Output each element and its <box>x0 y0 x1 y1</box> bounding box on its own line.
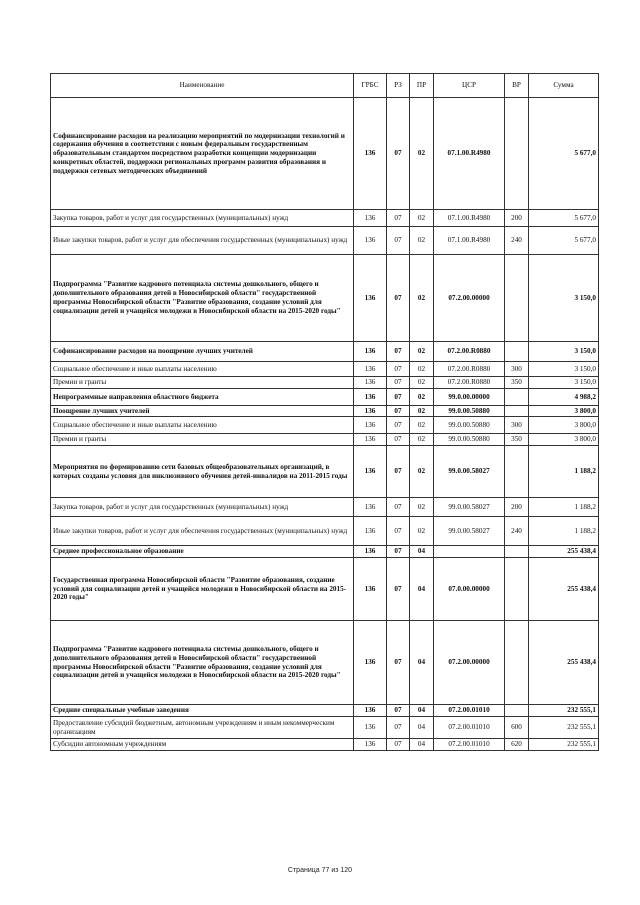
header-rz: РЗ <box>387 74 410 98</box>
row-csr-cell: 99.0.00.58027 <box>434 498 505 517</box>
table-row <box>51 417 599 434</box>
table-row <box>51 446 599 498</box>
row-pr-cell: 04 <box>410 739 434 751</box>
row-csr-cell: 07.1.00.R4980 <box>434 98 505 210</box>
row-pr-cell: 02 <box>410 389 434 406</box>
row-vr-cell: 620 <box>505 739 529 751</box>
row-grbs-cell: 136 <box>354 621 387 705</box>
row-rz-cell: 07 <box>387 342 410 362</box>
row-rz-cell: 07 <box>387 739 410 751</box>
row-rz-cell: 07 <box>387 498 410 517</box>
row-pr-cell: 02 <box>410 417 434 434</box>
row-vr-cell: 240 <box>505 227 529 255</box>
row-sum-cell: 255 438,4 <box>529 621 599 705</box>
row-name-cell: Премии и гранты <box>51 434 354 446</box>
row-rz-cell: 07 <box>387 446 410 498</box>
table-row <box>51 255 599 342</box>
row-csr-cell: 99.0.00.00000 <box>434 389 505 406</box>
row-pr-cell: 02 <box>410 342 434 362</box>
row-rz-cell: 07 <box>387 362 410 377</box>
row-grbs-cell: 136 <box>354 255 387 342</box>
row-rz-cell: 07 <box>387 417 410 434</box>
row-rz-cell: 07 <box>387 255 410 342</box>
row-name-cell: Государственная программа Новосибирской области "Развитие образования, создание условий для социализации детей и учащейся молодежи в Новосибирской области на 2015-2020 годы" <box>51 558 354 621</box>
table-body <box>51 98 599 751</box>
row-grbs-cell: 136 <box>354 705 387 717</box>
page-number: Страница 77 из 120 <box>287 867 353 874</box>
row-grbs-cell: 136 <box>354 362 387 377</box>
table-row <box>51 546 599 558</box>
row-sum-cell: 5 677,0 <box>529 98 599 210</box>
row-grbs-cell: 136 <box>354 342 387 362</box>
row-vr-cell <box>505 406 529 417</box>
row-pr-cell: 04 <box>410 558 434 621</box>
row-vr-cell <box>505 446 529 498</box>
row-name-cell: Софинансирование расходов на реализацию мероприятий по модернизации технологий и содержания обучения в соответствии с новым федеральным государственным образовательным стандартом посредством разработки концепции модернизации конкретных областей, поддержки региональных программ развития образования и поддержки сетевых методических объединений <box>51 98 354 210</box>
row-vr-cell <box>505 705 529 717</box>
table-row <box>51 210 599 227</box>
row-vr-cell <box>505 98 529 210</box>
row-pr-cell: 02 <box>410 255 434 342</box>
row-vr-cell: 350 <box>505 377 529 389</box>
row-csr-cell: 07.2.00.00000 <box>434 255 505 342</box>
header-row <box>51 74 599 98</box>
row-csr-cell: 07.1.00.R4980 <box>434 210 505 227</box>
table-row <box>51 342 599 362</box>
row-rz-cell: 07 <box>387 546 410 558</box>
row-pr-cell: 02 <box>410 362 434 377</box>
header-sum: Сумма <box>529 74 599 98</box>
row-sum-cell: 3 150,0 <box>529 377 599 389</box>
row-vr-cell: 240 <box>505 517 529 546</box>
row-csr-cell <box>434 546 505 558</box>
row-name-cell: Предоставление субсидий бюджетным, автономным учреждениям и иным некоммерческим организациям <box>51 717 354 739</box>
row-pr-cell: 04 <box>410 621 434 705</box>
row-rz-cell: 07 <box>387 434 410 446</box>
row-pr-cell: 02 <box>410 446 434 498</box>
row-vr-cell: 350 <box>505 434 529 446</box>
row-sum-cell: 3 150,0 <box>529 255 599 342</box>
row-pr-cell: 04 <box>410 546 434 558</box>
row-rz-cell: 07 <box>387 705 410 717</box>
row-sum-cell: 232 555,1 <box>529 739 599 751</box>
row-csr-cell: 07.2.00.R0880 <box>434 342 505 362</box>
row-name-cell: Средние специальные учебные заведения <box>51 705 354 717</box>
header-grbs: ГРБС <box>354 74 387 98</box>
row-csr-cell: 99.0.00.58027 <box>434 446 505 498</box>
row-pr-cell: 02 <box>410 517 434 546</box>
row-csr-cell: 07.2.00.R0880 <box>434 362 505 377</box>
row-name-cell: Подпрограмма "Развитие кадрового потенциала системы дошкольного, общего и дополнительного образования детей в Новосибирской области" государственной программы Новосибирской области "Развитие образования, создание условий для социализации детей и учащейся молодежи в Новосибирской области на 2015-2020 годы" <box>51 621 354 705</box>
row-sum-cell: 255 438,4 <box>529 546 599 558</box>
header-csr: ЦСР <box>434 74 505 98</box>
row-csr-cell: 99.0.00.58027 <box>434 517 505 546</box>
row-name-cell: Закупка товаров, работ и услуг для государственных (муниципальных) нужд <box>51 210 354 227</box>
row-sum-cell: 4 988,2 <box>529 389 599 406</box>
row-grbs-cell: 136 <box>354 389 387 406</box>
row-csr-cell: 07.2.00.01010 <box>434 717 505 739</box>
row-sum-cell: 1 188,2 <box>529 498 599 517</box>
row-name-cell: Подпрограмма "Развитие кадрового потенциала системы дошкольного, общего и дополнительного образования детей в Новосибирской области" государственной программы Новосибирской области "Развитие образования, создание условий для социализации детей и учащейся молодежи в Новосибирской области на 2015-2020 годы" <box>51 255 354 342</box>
row-rz-cell: 07 <box>387 517 410 546</box>
row-pr-cell: 04 <box>410 717 434 739</box>
row-sum-cell: 232 555,1 <box>529 717 599 739</box>
row-vr-cell <box>505 621 529 705</box>
table-row <box>51 98 599 210</box>
row-pr-cell: 02 <box>410 210 434 227</box>
row-sum-cell: 232 555,1 <box>529 705 599 717</box>
row-name-cell: Среднее профессиональное образование <box>51 546 354 558</box>
row-rz-cell: 07 <box>387 377 410 389</box>
row-pr-cell: 04 <box>410 705 434 717</box>
row-rz-cell: 07 <box>387 621 410 705</box>
row-sum-cell: 5 677,0 <box>529 210 599 227</box>
table-row <box>51 406 599 417</box>
row-rz-cell: 07 <box>387 717 410 739</box>
row-name-cell: Иные закупки товаров, работ и услуг для обеспечения государственных (муниципальных) нужд <box>51 517 354 546</box>
table-row <box>51 621 599 705</box>
table-row <box>51 227 599 255</box>
row-grbs-cell: 136 <box>354 98 387 210</box>
row-name-cell: Мероприятия по формированию сети базовых общеобразовательных организаций, в которых созданы условия для инклюзивного обучения детей-инвалидов на 2011-2015 годы <box>51 446 354 498</box>
row-grbs-cell: 136 <box>354 417 387 434</box>
table-row <box>51 517 599 546</box>
row-name-cell: Премии и гранты <box>51 377 354 389</box>
budget-table <box>50 73 599 751</box>
row-grbs-cell: 136 <box>354 558 387 621</box>
row-csr-cell: 07.1.00.R4980 <box>434 227 505 255</box>
row-csr-cell: 07.0.00.00000 <box>434 558 505 621</box>
row-name-cell: Закупка товаров, работ и услуг для государственных (муниципальных) нужд <box>51 498 354 517</box>
row-vr-cell <box>505 342 529 362</box>
row-grbs-cell: 136 <box>354 739 387 751</box>
row-pr-cell: 02 <box>410 434 434 446</box>
row-pr-cell: 02 <box>410 406 434 417</box>
row-name-cell: Иные закупки товаров, работ и услуг для обеспечения государственных (муниципальных) нужд <box>51 227 354 255</box>
table-row <box>51 705 599 717</box>
row-grbs-cell: 136 <box>354 446 387 498</box>
row-name-cell: Социальное обеспечение и иные выплаты населению <box>51 362 354 377</box>
row-sum-cell: 3 800,0 <box>529 417 599 434</box>
row-grbs-cell: 136 <box>354 517 387 546</box>
row-rz-cell: 07 <box>387 210 410 227</box>
row-grbs-cell: 136 <box>354 498 387 517</box>
table-row <box>51 717 599 739</box>
row-vr-cell <box>505 389 529 406</box>
row-sum-cell: 3 800,0 <box>529 434 599 446</box>
row-grbs-cell: 136 <box>354 210 387 227</box>
row-vr-cell <box>505 255 529 342</box>
row-name-cell: Социальное обеспечение и иные выплаты населению <box>51 417 354 434</box>
row-vr-cell: 200 <box>505 210 529 227</box>
row-csr-cell: 07.2.00.R0880 <box>434 377 505 389</box>
row-vr-cell: 200 <box>505 498 529 517</box>
row-pr-cell: 02 <box>410 498 434 517</box>
row-csr-cell: 07.2.00.01010 <box>434 705 505 717</box>
row-rz-cell: 07 <box>387 558 410 621</box>
header-name: Наименование <box>51 74 354 98</box>
row-csr-cell: 07.2.00.01010 <box>434 739 505 751</box>
row-sum-cell: 1 188,2 <box>529 446 599 498</box>
row-grbs-cell: 136 <box>354 227 387 255</box>
header-pr: ПР <box>410 74 434 98</box>
row-sum-cell: 5 677,0 <box>529 227 599 255</box>
row-grbs-cell: 136 <box>354 717 387 739</box>
row-vr-cell <box>505 546 529 558</box>
row-grbs-cell: 136 <box>354 406 387 417</box>
row-rz-cell: 07 <box>387 227 410 255</box>
table-row <box>51 377 599 389</box>
row-vr-cell: 600 <box>505 717 529 739</box>
row-pr-cell: 02 <box>410 377 434 389</box>
row-sum-cell: 3 150,0 <box>529 362 599 377</box>
row-sum-cell: 3 150,0 <box>529 342 599 362</box>
row-rz-cell: 07 <box>387 389 410 406</box>
table-row <box>51 389 599 406</box>
row-name-cell: Поощрение лучших учителей <box>51 406 354 417</box>
row-grbs-cell: 136 <box>354 434 387 446</box>
row-pr-cell: 02 <box>410 98 434 210</box>
header-vr: ВР <box>505 74 529 98</box>
row-csr-cell: 99.0.00.50880 <box>434 417 505 434</box>
row-sum-cell: 3 800,0 <box>529 406 599 417</box>
row-csr-cell: 07.2.00.00000 <box>434 621 505 705</box>
row-name-cell: Субсидии автономным учреждениям <box>51 739 354 751</box>
row-csr-cell: 99.0.00.50880 <box>434 406 505 417</box>
row-name-cell: Непрограммные направления областного бюджета <box>51 389 354 406</box>
table-row <box>51 434 599 446</box>
row-rz-cell: 07 <box>387 98 410 210</box>
row-vr-cell: 300 <box>505 362 529 377</box>
table-row <box>51 558 599 621</box>
row-vr-cell: 300 <box>505 417 529 434</box>
row-pr-cell: 02 <box>410 227 434 255</box>
row-name-cell: Софинансирование расходов на поощрение лучших учителей <box>51 342 354 362</box>
row-grbs-cell: 136 <box>354 546 387 558</box>
row-sum-cell: 1 188,2 <box>529 517 599 546</box>
table-row <box>51 498 599 517</box>
row-grbs-cell: 136 <box>354 377 387 389</box>
row-sum-cell: 255 438,4 <box>529 558 599 621</box>
table-row <box>51 362 599 377</box>
row-csr-cell: 99.0.00.50880 <box>434 434 505 446</box>
row-rz-cell: 07 <box>387 406 410 417</box>
table-row <box>51 739 599 751</box>
row-vr-cell <box>505 558 529 621</box>
